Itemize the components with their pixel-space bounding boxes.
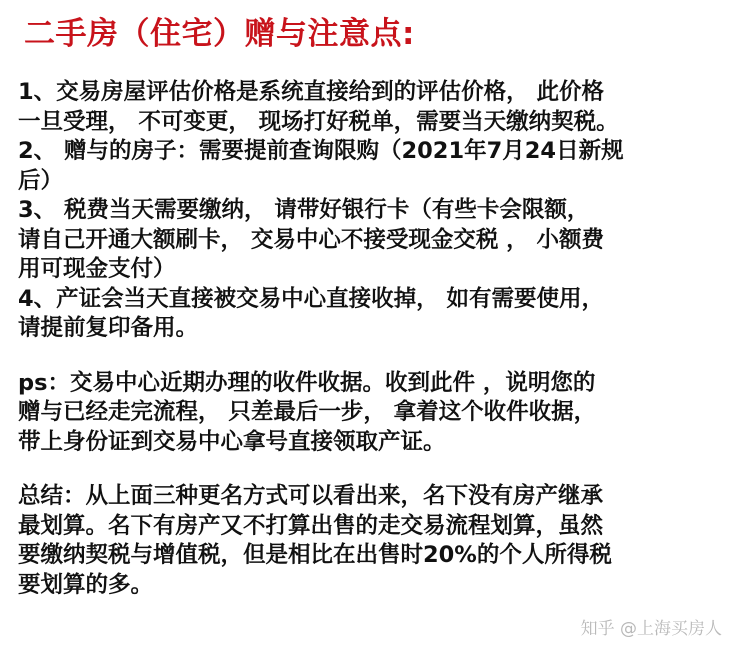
list-item-4 bbox=[18, 285, 730, 344]
text-line: 4、产证会当天直接被交易中心直接收掉， 如有需要使用， bbox=[18, 285, 604, 312]
text-line: 1、交易房屋评估价格是系统直接给到的评估价格， 此价格 bbox=[18, 79, 604, 105]
text-line: 3、 税费当天需要缴纳， 请带好银行卡（有些卡会限额， bbox=[18, 197, 590, 223]
text-line: 后） bbox=[18, 167, 64, 194]
text-line: ps：交易中心近期办理的收件收据。收到此件 ，说明您的 bbox=[18, 369, 596, 396]
list-item-2 bbox=[18, 137, 730, 196]
text-line: 要缴纳契税与增值税，但是相比在出售时20%的个人所得税 bbox=[18, 542, 612, 568]
list-item-1 bbox=[18, 78, 730, 137]
text-line: 要划算的多。 bbox=[18, 571, 154, 598]
text-line: 一旦受理， 不可变更， 现场打好税单，需要当天缴纳契税。 bbox=[18, 108, 619, 135]
text-line: 2、 赠与的房子：需要提前查询限购（2021年7月24日新规 bbox=[18, 138, 624, 164]
text-line: 最划算。名下有房产又不打算出售的走交易流程划算，虽然 bbox=[18, 512, 604, 539]
text-line: 赠与已经走完流程， 只差最后一步， 拿着这个收件收据， bbox=[18, 399, 597, 425]
ps-paragraph bbox=[18, 369, 730, 458]
text-line: 总结：从上面三种更名方式可以看出来，名下没有房产继承 bbox=[18, 483, 604, 509]
list-item-3 bbox=[18, 196, 730, 285]
text-line: 请自己开通大额刷卡， 交易中心不接受现金交税 ， 小额费 bbox=[18, 226, 605, 253]
paragraph-gap bbox=[18, 457, 730, 482]
page-title: 二手房（住宅）赠与注意点: bbox=[24, 16, 415, 52]
watermark: 知乎 @上海买房人 bbox=[580, 619, 722, 639]
summary-paragraph bbox=[18, 482, 730, 600]
text-line: 用可现金支付） bbox=[18, 256, 176, 282]
text-line: 请提前复印备用。 bbox=[18, 315, 199, 341]
text-line: 带上身份证到交易中心拿号直接领取产证。 bbox=[18, 428, 446, 455]
paragraph-gap bbox=[18, 344, 730, 369]
document-body bbox=[18, 78, 730, 600]
